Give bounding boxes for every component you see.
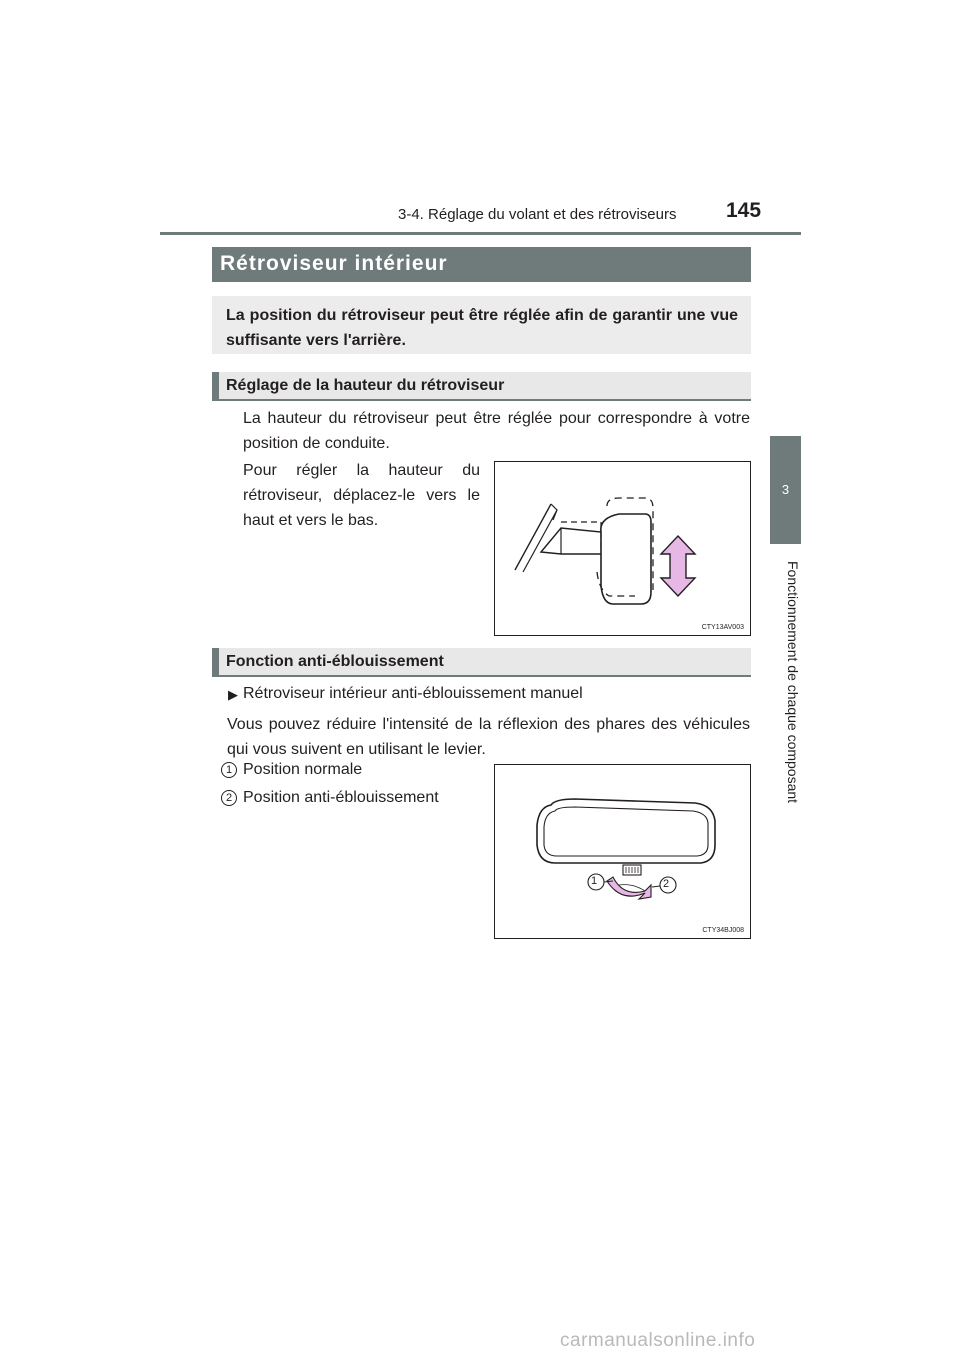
intro-text: La position du rétroviseur peut être réglée afin de garantir une vue suffisante vers l'arrière. [226,307,738,349]
chapter-label [770,552,801,812]
figure-callout-2: 2 [663,878,670,890]
section-rule [212,399,751,401]
chapter-tab-number: 3 [781,482,790,497]
section-title-antiglare: Fonction anti-éblouissement [226,653,444,670]
chapter-label-text: Fonctionnement de chaque composant [785,560,801,804]
antiglare-paragraph: Vous pouvez réduire l'intensité de la réflexion des phares des véhicules qui vous suivent en utilisant le levier. [227,716,750,758]
figure-height-adjust [494,461,751,636]
height-paragraph-2: Pour régler la hauteur du rétroviseur, déplacez-le vers le haut et vers le bas. [243,462,480,529]
figure-antiglare [494,764,751,939]
section-title-height: Réglage de la hauteur du rétroviseur [226,377,505,394]
figure-code: CTY34BJ008 [702,927,744,934]
main-title: Rétroviseur intérieur [220,252,448,275]
figure-callout-1: 1 [591,875,598,887]
mirror-front-illustration [495,765,750,938]
page-number: 145 [726,199,762,222]
section-accent [212,648,219,676]
section-accent [212,372,219,400]
section-rule [212,675,751,677]
item-label: Position anti-éblouissement [243,789,439,806]
height-paragraph-1: La hauteur du rétroviseur peut être réglée pour correspondre à votre position de conduite. [243,410,750,452]
mirror-side-illustration [495,462,750,635]
watermark: carmanualsonline.info [560,1330,756,1351]
curved-arrow-icon [607,877,651,899]
antiglare-bullet: Rétroviseur intérieur anti-éblouissement manuel [243,685,583,702]
item-label: Position normale [243,761,363,778]
header-section-title: 3-4. Réglage du volant et des rétroviseurs [398,206,677,223]
item-number: 1 [221,762,237,778]
figure-code: CTY13AV003 [701,624,744,631]
header-rule [160,232,801,235]
triangle-bullet-icon: ▶ [228,687,238,702]
arrow-double-vertical-icon [661,536,695,596]
item-number: 2 [221,790,237,806]
